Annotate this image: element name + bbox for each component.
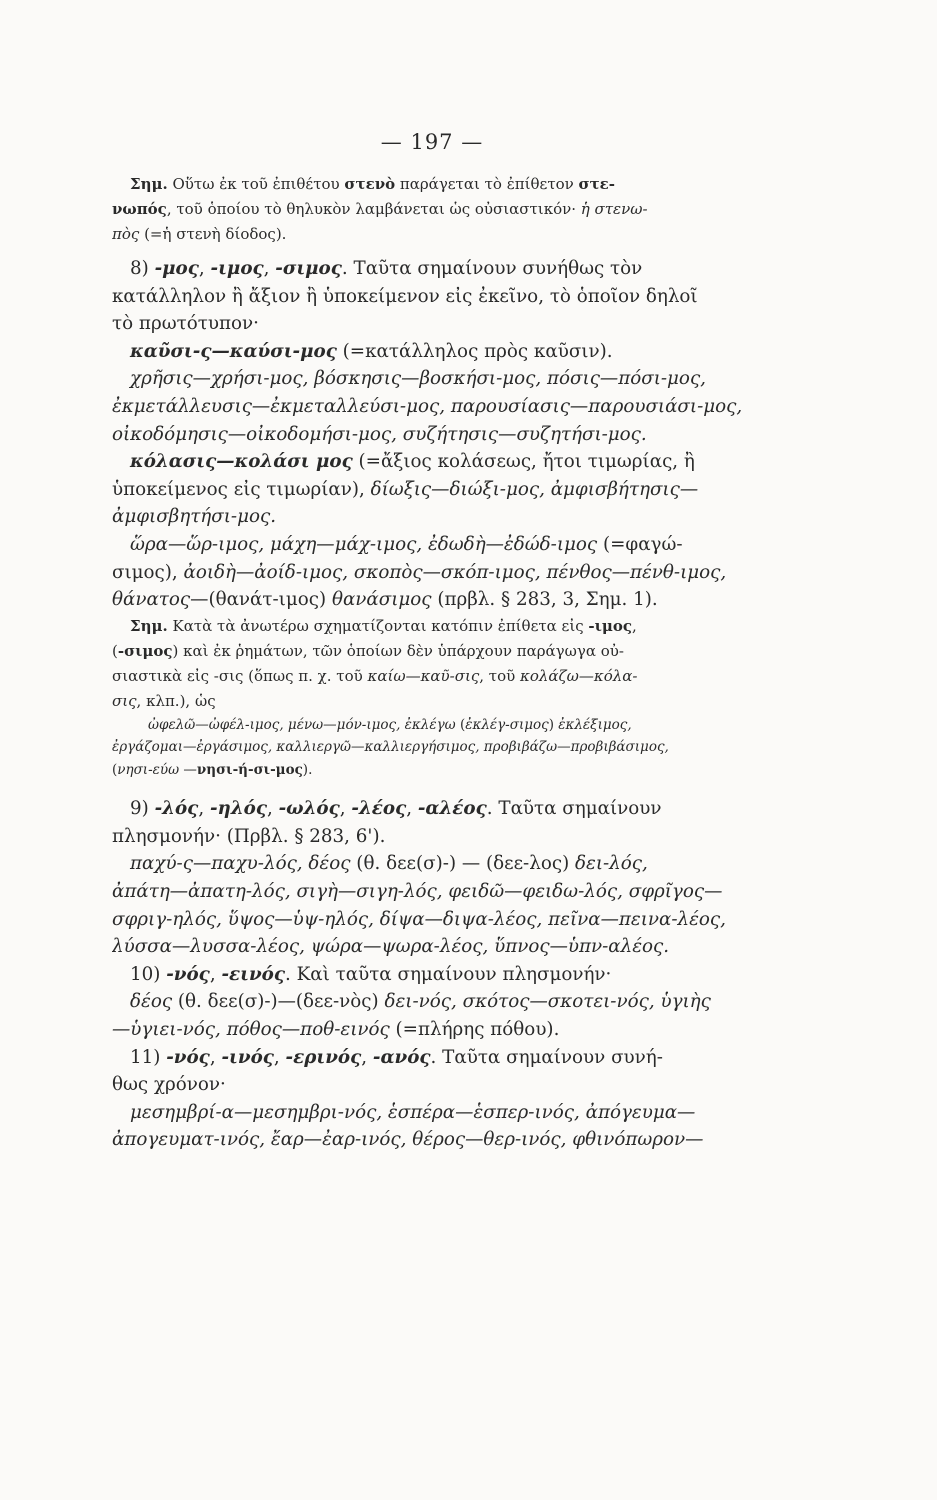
text-segment: (θ. δεε(σ)-) — (δεε-λος) (350, 853, 576, 875)
text-segment: (πρβλ. § 283, 3, Σημ. 1). (431, 589, 658, 611)
text-line (112, 714, 752, 737)
text-segment: θως χρόνον· (112, 1074, 226, 1096)
text-line (112, 222, 752, 247)
text-line (112, 255, 752, 283)
text-segment: (=κατάλληλος πρὸς καῦσιν). (336, 340, 613, 362)
text-segment: καίω—καῦ-σις (367, 666, 480, 685)
text-segment: θανάσιμος (331, 589, 432, 611)
text-segment: ἀοιδὴ—ἀοίδ-ιμος, σκοπὸς—σκόπ-ιμος, πένθος—πένθ-ιμος, (183, 561, 727, 583)
text-segment: παράγεται τὸ ἐπίθετον (395, 175, 579, 193)
text-segment: . Καὶ ταῦτα σημαίνουν πλησμονήν· (285, 963, 612, 985)
text-segment: ἐκλέγ-σιμος (465, 716, 549, 733)
text-line (112, 961, 752, 989)
text-line (112, 1126, 752, 1154)
text-segment: στε- (578, 175, 616, 193)
text-line (112, 878, 752, 906)
text-line (112, 850, 752, 878)
text-segment: ἡ στενω- (580, 200, 648, 218)
text-line (112, 283, 752, 311)
text-line (112, 614, 752, 639)
text-line (112, 736, 752, 759)
text-segment: οἰκοδόμησις—οἰκοδομήσι-μος, συζήτησις—συζητήσι-μος. (112, 423, 647, 445)
text-segment: σιαστικὰ εἰς -σις (ὅπως π. χ. τοῦ (112, 666, 368, 685)
text-segment: , (339, 798, 352, 820)
spacer (112, 781, 752, 795)
text-segment: 10) (130, 963, 167, 985)
page-number: — 197 — (380, 130, 484, 154)
text-segment: -ιμος (588, 616, 632, 635)
text-segment: ( (455, 716, 466, 733)
text-segment: ὥρα—ὥρ-ιμος, μάχη—μάχ-ιμος, ἐδωδὴ—ἐδώδ-ιμος (130, 533, 598, 555)
text-segment: χρῆσις—χρήσι-μος, βόσκησις—βοσκήσι-μος, πόσις—πόσι-μος, (130, 368, 706, 390)
text-segment: , (198, 798, 210, 820)
text-segment: Σημ. (130, 616, 168, 635)
text-segment: -μος (154, 258, 199, 279)
text-segment: σις (112, 691, 137, 710)
text-segment: —(θανάτ-ιμος) (190, 589, 332, 611)
text-line (112, 172, 752, 197)
text-segment: Κατὰ τὰ ἀνωτέρω σχηματίζονται κατόπιν ἐπίθετα εἰς (167, 616, 589, 635)
text-segment: Οὕτω ἐκ τοῦ ἐπιθέτου (167, 175, 345, 193)
text-segment: , (209, 1046, 222, 1068)
text-segment: ἀμφισβητήσι-μος. (112, 506, 277, 528)
text-segment: λύσσα—λυσσα-λέος, ψώρα—ψωρα-λέος, ὕπνος—ὑπν-αλέος. (112, 936, 670, 958)
text-segment: ὠφελῶ—ὠφέλ-ιμος, μένω—μόν-ιμος, ἐκλέγω (148, 716, 456, 733)
text-line (112, 559, 752, 587)
text-segment: νησι-ή-σι-μος (196, 761, 303, 778)
text-line (112, 531, 752, 559)
text-segment: πλησμονήν· (Πρβλ. § 283, 6'). (112, 825, 386, 847)
text-segment: 11) (130, 1046, 167, 1068)
text-segment: ἐκλέξιμος, (558, 716, 632, 733)
text-line (112, 197, 752, 222)
text-line (112, 1071, 752, 1099)
text-line (112, 365, 752, 393)
text-segment: κόλασις—κολάσι μος (130, 451, 353, 473)
text-segment: δίωξις—διώξι-μος, ἀμφισβήτησις— (370, 478, 699, 500)
text-segment: -λέος (351, 798, 407, 820)
text-segment: παχύ-ς—παχυ-λός, δέος (130, 853, 351, 875)
book-page (112, 130, 752, 1154)
text-segment: ἀπογευματ-ινός, ἔαρ—ἐαρ-ινός, θέρος—θερ-ινός, φθινόπωρον— (112, 1129, 704, 1151)
text-segment: ( (112, 761, 118, 778)
text-segment: δέος (130, 991, 173, 1013)
text-segment: σφριγ-ηλός, ὕψος—ὑψ-ηλός, δίψα—διψα-λέος, πεῖνα—πεινα-λέος, (112, 908, 726, 930)
text-segment: , (273, 1046, 286, 1068)
text-segment: , (266, 798, 279, 820)
text-line (112, 1099, 752, 1127)
text-segment: δει-λός, (575, 853, 648, 875)
text-line (112, 759, 752, 782)
text-segment: -ερινός (285, 1046, 362, 1068)
text-segment: (=ἄξιος κολάσεως, ἤτοι τιμωρίας, ἢ (352, 451, 695, 473)
text-line (112, 1044, 752, 1072)
text-segment: -εινός (221, 963, 286, 985)
text-segment: ἐκμετάλλευσις—ἐκμεταλλεύσι-μος, παρουσίασις—παρουσιάσι-μος, (112, 395, 743, 417)
text-line (112, 1016, 752, 1044)
text-segment: σιμος), (112, 561, 184, 583)
text-segment: στενὸ (344, 175, 396, 193)
text-segment: ( (112, 641, 118, 660)
text-line (112, 393, 752, 421)
text-segment: -ιμος (210, 258, 264, 279)
text-segment: θάνατος (112, 589, 191, 611)
text-line (112, 664, 752, 689)
text-line (112, 823, 752, 851)
text-segment: νησι-εύω (117, 761, 180, 778)
spacer (112, 247, 752, 255)
text-segment: . Ταῦτα σημαίνουν (486, 798, 662, 820)
text-segment: -αλέος (417, 798, 487, 820)
text-segment: 9) (130, 798, 155, 820)
text-line (112, 795, 752, 823)
text-segment: -ωλός (278, 798, 340, 820)
text-line (112, 988, 752, 1016)
text-segment: 8) (130, 258, 155, 279)
text-segment: , (632, 616, 637, 635)
text-segment: , (263, 258, 276, 279)
text-segment: , τοῦ ὁποίου τὸ θηλυκὸν λαμβάνεται ὡς οὐσιαστικόν· (166, 200, 581, 218)
text-segment: — (179, 761, 197, 778)
text-line (112, 448, 752, 476)
text-segment: μεσημβρί-α—μεσημβρι-νός, ἑσπέρα—ἑσπερ-ινός, ἀπόγευμα— (130, 1101, 696, 1123)
text-segment: , τοῦ (479, 666, 521, 685)
text-line (112, 933, 752, 961)
text-segment: , (361, 1046, 373, 1068)
text-segment: ὑποκείμενος εἰς τιμωρίαν), (112, 478, 371, 500)
text-line (112, 639, 752, 664)
text-segment: (=φαγώ- (597, 533, 683, 555)
text-segment: Σημ. (130, 175, 168, 193)
text-segment: -νός (166, 1046, 210, 1068)
text-segment: (=ἡ στενὴ δίοδος). (139, 225, 287, 243)
text-segment: καῦσι-ς—καύσι-μος (130, 340, 337, 362)
text-segment: κολάζω—κόλα- (520, 666, 638, 685)
text-line (112, 586, 752, 614)
text-segment: , (209, 963, 222, 985)
text-segment: -σιμος (117, 641, 173, 660)
text-line (112, 503, 752, 531)
text-segment: , (198, 258, 211, 279)
text-segment: -λός (154, 798, 199, 820)
text-segment: τὸ πρωτότυπον· (112, 313, 259, 335)
text-segment: -ινός (221, 1046, 274, 1068)
text-segment: ἀπάτη—ἀπατη-λός, σιγὴ—σιγη-λός, φειδῶ—φειδω-λός, σφρῖγος— (112, 881, 723, 902)
text-segment: -ανός (372, 1046, 431, 1068)
text-segment: -σιμος (275, 258, 342, 279)
text-segment: κατάλληλον ἢ ἄξιον ἢ ὑποκείμενον εἰς ἐκεῖνο, τὸ ὁποῖον δηλοῖ (112, 285, 698, 307)
text-segment: —ὑγιει-νός, πόθος—ποθ-εινός (112, 1018, 390, 1040)
text-segment: ) (548, 716, 559, 733)
text-line (112, 421, 752, 449)
text-line (112, 689, 752, 714)
text-segment: νωπός (112, 200, 167, 218)
body-text (112, 172, 752, 1154)
text-segment: . Ταῦτα σημαίνουν συνή- (430, 1046, 663, 1068)
text-segment: ). (302, 761, 313, 778)
text-segment: δει-νός, σκότος—σκοτει-νός, ὑγιὴς (384, 991, 711, 1013)
text-segment: . Ταῦτα σημαίνουν συνήθως τὸν (341, 258, 643, 279)
text-segment: -ηλός (209, 798, 267, 820)
text-segment: (=πλήρης πόθου). (389, 1018, 560, 1040)
text-segment: (θ. δεε(σ)-)—(δεε-νὸς) (172, 991, 385, 1013)
text-line (112, 338, 752, 366)
text-segment: , κλπ.), ὡς (136, 691, 216, 710)
text-segment: , (406, 798, 418, 820)
text-segment: πὸς (112, 225, 140, 243)
text-segment: -νός (166, 963, 210, 985)
text-segment: ) καὶ ἐκ ῥημάτων, τῶν ὁποίων δὲν ὑπάρχουν παράγωγα οὐ- (172, 641, 624, 660)
text-line (112, 906, 752, 934)
text-segment: ἐργάζομαι—ἐργάσιμος, καλλιεργῶ—καλλιεργήσιμος, προβιβάζω—προβιβάσιμος, (112, 739, 669, 756)
text-line (112, 476, 752, 504)
text-line (112, 310, 752, 338)
